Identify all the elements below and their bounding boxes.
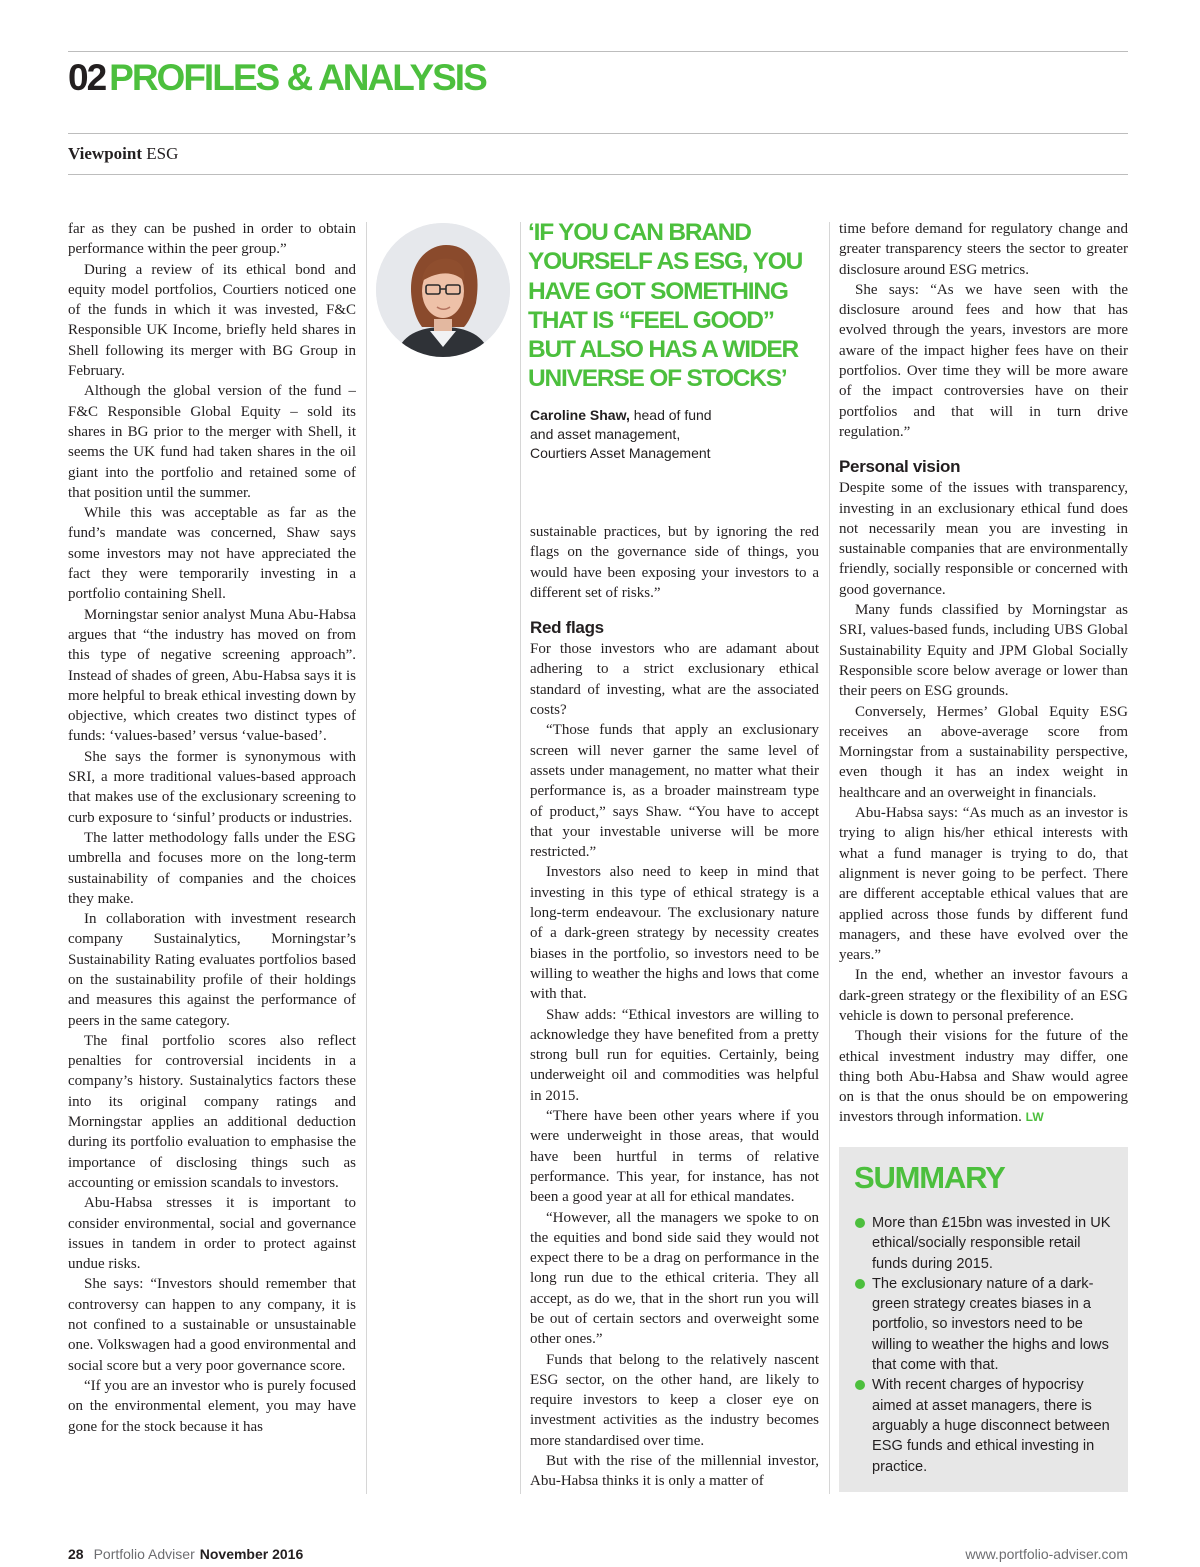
paragraph: Conversely, Hermes’ Global Equity ESG receives an above-average score from Morningstar from a sustainability perspective, even though it has an index weight in healthcare and an overweight in financials. <box>839 703 1128 801</box>
paragraph: Investors also need to keep in mind that investing in this type of ethical strategy is a long-term endeavour. The exclusionary nature of a dark-green strategy by necessity creates biases in the portfolio, so investors need to be willing to weather the highs and lows that come with that. <box>530 864 819 1003</box>
summary-item-text: The exclusionary nature of a dark-green strategy creates biases in a portfolio, so investors need to be willing to weather the highs and lows that come with that. <box>872 1275 1109 1374</box>
paragraph: In collaboration with investment research company Sustainalytics, Morningstar’s Sustainability Rating evaluates portfolios based on the sustainability profile of their holdings and measures this against the performance of peers in the same category. <box>68 911 356 1029</box>
paragraph: She says: “As we have seen with the disclosure around fees and how that has evolved through the years, investors are more aware of the impact higher fees have on their portfolios. Over time they will be more aware of the impact controversies have on their portfolios and that will in turn drive regulation.” <box>839 281 1128 440</box>
paragraph: Many funds classified by Morningstar as SRI, values-based funds, including UBS Global Sustainability Equity and JPM Global Socially Responsible score below average or lower than their peers on ESG grounds. <box>839 602 1128 700</box>
page-number: 28 <box>68 1546 84 1562</box>
article-column-1 <box>68 219 356 1501</box>
final-text: Though their visions for the future of the ethical investment industry may differ, one thing both Abu-Habsa and Shaw would agree on is that the onus should be on empowering investors through information. <box>839 1028 1128 1126</box>
paragraph: Morningstar senior analyst Muna Abu-Habsa argues that “the industry has moved on from this type of negative screening approach”. Instead of shades of green, Abu-Habsa says it is more helpful to break ethical investing down by objective, which creates two distinct types of funds: ‘values-based’ versus ‘value-based’. <box>68 606 356 745</box>
bullet-dot-icon <box>855 1380 865 1390</box>
paragraph: In the end, whether an investor favours a dark-green strategy or the flexibility of an ESG vehicle is down to personal preference. <box>839 967 1128 1024</box>
paragraph-final <box>839 1026 1128 1127</box>
portrait-photo <box>376 223 510 357</box>
paragraph: sustainable practices, but by ignoring the red flags on the governance side of things, you would have been exposing your investors to a different set of risks.” <box>530 524 819 601</box>
footer-url: www.portfolio-adviser.com <box>965 1546 1128 1562</box>
paragraph: time before demand for regulatory change and greater transparency steers the sector to greater disclosure around ESG metrics. <box>839 221 1128 278</box>
summary-box <box>839 1147 1128 1492</box>
issue-date: November 2016 <box>199 1546 304 1562</box>
paragraph: “Those funds that apply an exclusionary screen will never garner the same level of assets under management, no matter what their performance is, as a broader mainstream type of product,” says Shaw. “You have to accept that your investable universe will be more restricted.” <box>530 722 819 861</box>
paragraph: Abu-Habsa says: “As much as an investor is trying to align his/her ethical interests with what a fund manager is trying to do, that alignment is never going to be perfect. There are different acceptable ethical values that are applied across those funds by different fund managers, and these have evolved over the years.” <box>839 805 1128 964</box>
subheading-personal-vision: Personal vision <box>839 457 961 477</box>
paragraph: For those investors who are adamant about adhering to a strict exclusionary ethical standard of investing, what are the associated costs? <box>530 641 819 719</box>
bullet-dot-icon <box>855 1279 865 1289</box>
quote-author-role-continued: and asset management, <box>530 426 681 442</box>
paragraph: The latter methodology falls under the ESG umbrella and focuses more on the long-term sustainability of companies and the choices they make. <box>68 829 356 907</box>
paragraph: She says: “Investors should remember that controversy can happen to any company, it is not confined to a sustainable or unsustainable one. Volkswagen had a good environmental and social score but a very poor governance score. <box>68 1276 356 1374</box>
article-column-3 <box>839 219 1128 1129</box>
bullet-dot-icon <box>855 1218 865 1228</box>
section-number: 02 <box>68 57 106 98</box>
paragraph: But with the rise of the millennial investor, Abu-Habsa thinks it is only a matter of <box>530 1453 819 1490</box>
subheading-red-flags: Red flags <box>530 618 604 638</box>
paragraph: She says the former is synonymous with SRI, a more traditional values-based approach that makes use of the exclusionary screening to curb exposure to ‘sinful’ products or industries. <box>68 748 356 826</box>
paragraph: far as they can be pushed in order to obtain performance within the peer group.” <box>68 221 356 258</box>
paragraph: During a review of its ethical bond and equity model portfolios, Courtiers noticed one of the funds in which it was invested, F&C Responsible UK Income, briefly held shares in Shell following its merger with BG Group in February. <box>68 261 356 380</box>
header-rule <box>68 133 1128 134</box>
summary-item <box>854 1213 1114 1274</box>
pull-quote: ‘IF YOU CAN BRAND YOURSELF AS ESG, YOU HAVE GOT SOMETHING THAT IS “FEEL GOOD” BUT ALSO HAS A WIDER UNIVERSE OF STOCKS’ <box>528 219 803 393</box>
kicker-topic: ESG <box>146 144 179 163</box>
article-column-2 <box>530 522 819 1502</box>
summary-item <box>854 1375 1114 1476</box>
pull-quote-attribution <box>530 406 820 463</box>
quote-author-role: head of fund <box>633 407 712 423</box>
kicker-label: Viewpoint <box>68 144 142 163</box>
paragraph: “If you are an investor who is purely focused on the environmental element, you may have gone for the stock because it has <box>68 1377 356 1435</box>
kicker <box>68 143 178 165</box>
paragraph: The final portfolio scores also reflect penalties for controversial incidents in a company’s history. Sustainalytics factors these into its original company ratings and Morningstar applies an additional deduction during its portfolio evaluation to emphasise the importance of disclosing things such as accounting or emission scandals to investors. <box>68 1032 356 1191</box>
column-divider-middle-right <box>829 222 830 1494</box>
paragraph: Shaw adds: “Ethical investors are willing to acknowledge they have benefited from a pretty strong bull run for equities. Certainly, being underweight oil and commodities was helpful in 2015. <box>530 1006 819 1104</box>
summary-item-text: More than £15bn was invested in UK ethical/socially responsible retail funds during 2015. <box>872 1215 1111 1272</box>
paragraph: “However, all the managers we spoke to on the equities and bond side said they would not expect there to be a drag on performance in the long run due to the ethical criteria. They all accept, as do we, that in the short run you will be out of certain sectors and overweight some other ones.” <box>530 1209 819 1348</box>
person-portrait-icon <box>376 223 510 357</box>
summary-item-text: With recent charges of hypocrisy aimed at asset managers, there is arguably a huge disconnect between ESG funds and ethical investing in practice. <box>872 1377 1110 1475</box>
paragraph: Abu-Habsa stresses it is important to consider environmental, social and governance issues in tandem in order to protect against undue risks. <box>68 1195 356 1273</box>
summary-title: SUMMARY <box>854 1160 1005 1195</box>
paragraph: “There have been other years where if you were underweight in those areas, that would have been hurtful in terms of relative performance. This year, for instance, has not been a good year at all for ethical mandates. <box>530 1108 819 1206</box>
quote-author-name: Caroline Shaw, <box>530 407 630 423</box>
quote-author-company: Courtiers Asset Management <box>530 445 711 461</box>
section-header <box>68 56 486 100</box>
paragraph: Although the global version of the fund – F&C Responsible Global Equity – sold its shares in BG prior to the merger with Shell, it seems the UK fund had taken shares in the oil giant into the portfolio and retained some of that position until the summer. <box>68 383 356 501</box>
section-title: PROFILES & ANALYSIS <box>109 57 486 98</box>
author-signoff: LW <box>1025 1110 1044 1125</box>
paragraph: While this was acceptable as far as the fund’s mandate was concerned, Shaw says some investors may not have appreciated the fact they were temporarily investing in a portfolio containing Shell. <box>68 505 356 603</box>
magazine-name: Portfolio Adviser <box>93 1546 195 1562</box>
paragraph: Funds that belong to the relatively nascent ESG sector, on the other hand, are likely to require investors to keep a closer eye on investment activities as the industry becomes more standardised over time. <box>530 1351 819 1449</box>
footer-folio <box>68 1545 303 1563</box>
paragraph: Despite some of the issues with transparency, investing in an exclusionary ethical fund does not necessarily mean you are investing in sustainable companies that are environmentally friendly, socially responsible or concerned with good governance. <box>839 480 1128 598</box>
column-divider-left <box>366 222 367 1494</box>
summary-list <box>854 1213 1114 1477</box>
top-rule <box>68 51 1128 52</box>
column-divider-middle-left <box>520 222 521 1494</box>
summary-item <box>854 1274 1114 1375</box>
kicker-rule <box>68 174 1128 175</box>
